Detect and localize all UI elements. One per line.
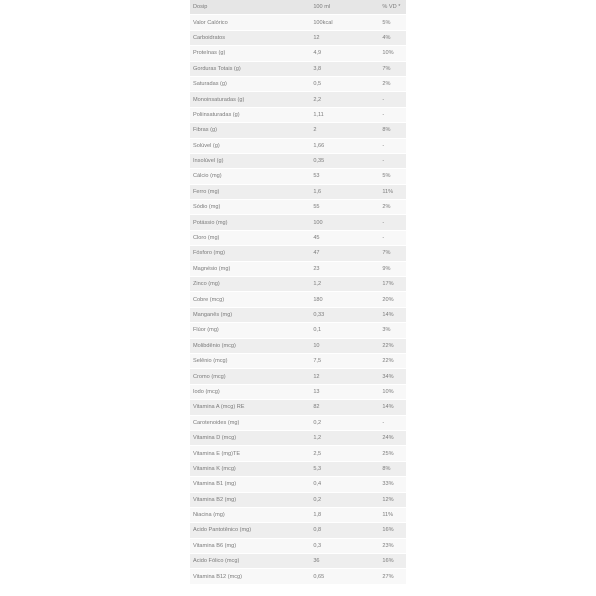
row-vd: 17% bbox=[382, 281, 394, 288]
row-name: Poliinsaturadas (g) bbox=[193, 111, 240, 118]
row-amount: 0,65 bbox=[313, 573, 325, 580]
row-vd: 16% bbox=[382, 558, 394, 565]
row-vd: 10% bbox=[382, 50, 394, 57]
row-vd: 12% bbox=[382, 496, 394, 503]
row-vd: 8% bbox=[382, 127, 391, 134]
row-amount: 0,4 bbox=[313, 481, 322, 488]
row-vd: 8% bbox=[382, 465, 391, 472]
row-name: Insolúvel (g) bbox=[193, 158, 224, 165]
row-amount: 0,5 bbox=[313, 81, 322, 88]
table-row bbox=[190, 539, 406, 554]
row-name: Vitamina K (mcg) bbox=[193, 465, 236, 472]
table-row bbox=[190, 139, 406, 154]
table-row bbox=[190, 31, 406, 46]
row-amount: 0,1 bbox=[313, 327, 322, 334]
row-name: Cálcio (mg) bbox=[193, 173, 222, 180]
row-vd: 14% bbox=[382, 404, 394, 411]
header-vd: % VD * bbox=[382, 4, 401, 11]
row-name: Proteínas (g) bbox=[193, 50, 226, 57]
row-amount: 0,3 bbox=[313, 542, 322, 549]
row-name: Sódio (mg) bbox=[193, 204, 221, 211]
table-row bbox=[190, 493, 406, 508]
row-vd: - bbox=[382, 142, 385, 149]
table-row bbox=[190, 262, 406, 277]
row-name: Vitamina B1 (mg) bbox=[193, 481, 237, 488]
row-vd: 9% bbox=[382, 265, 391, 272]
row-name: Vitamina B12 (mcg) bbox=[193, 573, 243, 580]
row-vd: - bbox=[382, 419, 385, 426]
table-row bbox=[190, 339, 406, 354]
row-vd: 20% bbox=[382, 296, 394, 303]
table-row bbox=[190, 92, 406, 107]
row-amount: 47 bbox=[313, 250, 320, 257]
table-row bbox=[190, 246, 406, 261]
row-vd: 34% bbox=[382, 373, 394, 380]
row-amount: 2,5 bbox=[313, 450, 322, 457]
row-amount: 100 bbox=[313, 219, 323, 226]
row-vd: - bbox=[382, 235, 385, 242]
row-amount: 13 bbox=[313, 388, 320, 395]
table-row bbox=[190, 215, 406, 230]
row-name: Ácido Fólico (mcg) bbox=[193, 558, 240, 565]
row-name: Flúor (mg) bbox=[193, 327, 219, 334]
row-vd: 4% bbox=[382, 34, 391, 41]
row-amount: 0,8 bbox=[313, 527, 322, 534]
row-vd: 33% bbox=[382, 481, 394, 488]
row-name: Cobre (mcg) bbox=[193, 296, 225, 303]
row-amount: 12 bbox=[313, 34, 320, 41]
row-name: Niacina (mg) bbox=[193, 512, 225, 519]
table-row bbox=[190, 169, 406, 184]
table-row bbox=[190, 292, 406, 307]
row-vd: - bbox=[382, 158, 385, 165]
row-amount: 1,11 bbox=[313, 111, 324, 118]
row-vd: - bbox=[382, 219, 385, 226]
table-row bbox=[190, 277, 406, 292]
row-amount: 0,33 bbox=[313, 312, 325, 318]
row-name: Monoinsaturadas (g) bbox=[193, 96, 245, 103]
row-name: Ácido Pantotênico (mg) bbox=[193, 527, 252, 534]
row-name: Carotenoides (mg) bbox=[193, 419, 240, 426]
table-row bbox=[190, 569, 406, 584]
row-name: Magnésio (mg) bbox=[193, 265, 231, 272]
table-row bbox=[190, 400, 406, 415]
row-vd: 5% bbox=[382, 173, 391, 180]
table-row bbox=[190, 323, 406, 338]
row-amount: 0,35 bbox=[313, 158, 325, 165]
row-vd: 7% bbox=[382, 250, 391, 257]
row-name: Fósforo (mg) bbox=[193, 250, 226, 257]
row-name: Saturadas (g) bbox=[193, 81, 227, 88]
table-row bbox=[190, 308, 406, 323]
row-amount: 2,2 bbox=[313, 96, 322, 103]
row-amount: 55 bbox=[313, 204, 320, 211]
row-vd: 16% bbox=[382, 527, 394, 534]
row-vd: 27% bbox=[382, 573, 394, 580]
row-name: Zinco (mg) bbox=[193, 281, 220, 288]
row-vd: 22% bbox=[382, 358, 394, 365]
table-row bbox=[190, 200, 406, 215]
row-name: Vitamina D (mcg) bbox=[193, 435, 237, 442]
row-amount: 36 bbox=[313, 558, 320, 565]
row-amount: 1,66 bbox=[313, 142, 325, 149]
row-amount: 4,9 bbox=[313, 50, 322, 57]
header-name: Dosip bbox=[193, 4, 208, 11]
row-vd: 5% bbox=[382, 19, 391, 26]
table-row bbox=[190, 431, 406, 446]
table-header bbox=[190, 0, 406, 15]
row-amount: 1,2 bbox=[313, 435, 322, 442]
row-amount: 100kcal bbox=[313, 19, 333, 26]
row-name: Potássio (mg) bbox=[193, 219, 228, 226]
row-amount: 0,2 bbox=[313, 419, 322, 426]
row-vd: 23% bbox=[382, 542, 394, 549]
table-row bbox=[190, 369, 406, 384]
row-amount: 12 bbox=[313, 373, 320, 380]
row-vd: - bbox=[382, 111, 385, 118]
table-row bbox=[190, 477, 406, 492]
row-amount: 3,8 bbox=[313, 65, 322, 72]
table-row bbox=[190, 446, 406, 461]
row-name: Gorduras Totais (g) bbox=[193, 65, 241, 72]
row-amount: 53 bbox=[313, 173, 320, 180]
row-name: Manganês (mg) bbox=[193, 312, 233, 318]
row-amount: 7,5 bbox=[313, 358, 322, 365]
row-name: Selênio (mcg) bbox=[193, 358, 228, 365]
row-name: Cromo (mcg) bbox=[193, 373, 226, 380]
table-row bbox=[190, 416, 406, 431]
header-amount: 100 ml bbox=[313, 4, 331, 11]
row-amount: 1,2 bbox=[313, 281, 322, 288]
table-row bbox=[190, 108, 406, 123]
row-vd: 2% bbox=[382, 204, 391, 211]
row-vd: 11% bbox=[382, 512, 394, 519]
nutrition-table bbox=[190, 0, 406, 585]
table-row bbox=[190, 154, 406, 169]
table-row bbox=[190, 231, 406, 246]
table-row bbox=[190, 123, 406, 138]
row-vd: 25% bbox=[382, 450, 394, 457]
table-row bbox=[190, 15, 406, 30]
table-row bbox=[190, 554, 406, 569]
table-row bbox=[190, 62, 406, 77]
row-amount: 0,2 bbox=[313, 496, 322, 503]
row-name: Vitamina E (mg)TE bbox=[193, 450, 241, 457]
row-name: Vitamina B6 (mg) bbox=[193, 542, 237, 549]
row-name: Molibdênio (mcg) bbox=[193, 342, 236, 349]
row-amount: 45 bbox=[313, 235, 320, 242]
row-amount: 1,6 bbox=[313, 188, 322, 195]
row-name: Vitamina B2 (mg) bbox=[193, 496, 237, 503]
row-name: Vitamina A (mcg) RE bbox=[193, 404, 245, 411]
row-amount: 5,3 bbox=[313, 465, 322, 472]
row-name: Iodo (mcg) bbox=[193, 388, 220, 395]
row-vd: 22% bbox=[382, 342, 394, 349]
row-amount: 2 bbox=[313, 127, 317, 134]
table-row bbox=[190, 354, 406, 369]
row-vd: 11% bbox=[382, 188, 394, 195]
table-row bbox=[190, 523, 406, 538]
row-amount: 82 bbox=[313, 404, 320, 411]
table-row bbox=[190, 185, 406, 200]
row-vd: 10% bbox=[382, 388, 394, 395]
row-name: Ferro (mg) bbox=[193, 188, 220, 195]
table-row bbox=[190, 462, 406, 477]
row-amount: 10 bbox=[313, 342, 320, 349]
row-name: Fibras (g) bbox=[193, 127, 217, 134]
row-vd: 7% bbox=[382, 65, 391, 72]
row-vd: 24% bbox=[382, 435, 394, 442]
row-amount: 23 bbox=[313, 265, 320, 272]
table-row bbox=[190, 46, 406, 61]
table-row bbox=[190, 385, 406, 400]
row-amount: 180 bbox=[313, 296, 323, 303]
row-name: Valor Calórico bbox=[193, 19, 228, 26]
row-amount: 1,8 bbox=[313, 512, 322, 519]
row-vd: 14% bbox=[382, 312, 394, 318]
row-vd: 3% bbox=[382, 327, 391, 334]
row-name: Solúvel (g) bbox=[193, 142, 220, 149]
row-name: Cloro (mg) bbox=[193, 235, 220, 242]
table-row bbox=[190, 508, 406, 523]
table-row bbox=[190, 77, 406, 92]
row-vd: 2% bbox=[382, 81, 391, 88]
row-vd: - bbox=[382, 96, 385, 103]
row-name: Carboidratos bbox=[193, 34, 226, 41]
